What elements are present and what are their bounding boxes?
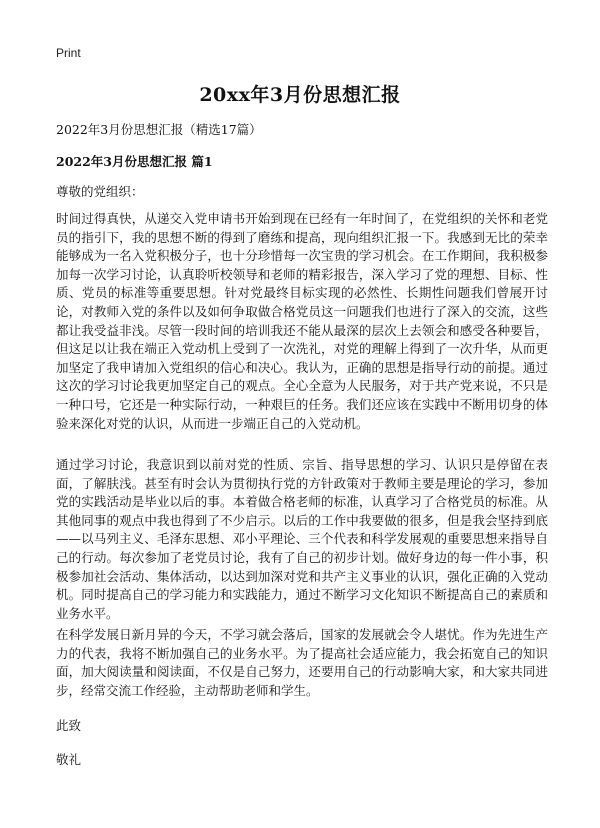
- body-paragraph-1: 时间过得真快，从递交入党申请书开始到现在已经有一年时间了，在党组织的关怀和老党员的指引下，我的思想不断的得到了磨练和提高，现向组织汇报一下。我感到无比的荣幸能够成为一名入党积极分子，也十分珍惜每一次宝贵的学习机会。在工作期间，我积极参加每一次学习讨论，认真聆听校领导和老师的精彩报告，深入学习了党的理想、目标、性质、党员的标准等重要思想。针对党最终目标实现的必然性、长期性问题我们曾展开讨论，对教师入党的条件以及如何争取做合格党员这一问题我们也进行了深入的交流，这些都让我受益非浅。尽管一段时间的培训我还不能从最深的层次上去领会和感受各种要旨，但这足以让我在端正入党动机上受到了一次洗礼，对党的理解上得到了一次升华，从而更加坚定了我申请加入党组织的信心和决心。我认为，正确的思想是指导行动的前提。通过这次的学习讨论我更加坚定自己的观点。全心全意为人民服务，对于共产党来说，不只是一种口号，它还是一种实际行动，一种艰巨的任务。我们还应该在实践中不断用切身的体验来深化对党的认识，从而进一步端正自己的入党动机。: [56, 211, 548, 431]
- body-paragraph-2: 通过学习讨论，我意识到以前对党的性质、宗旨、指导思想的学习、认识只是停留在表面，了解肤浅。甚至有时会认为贯彻执行党的方针政策对于教师主要是理论的学习，参加党的实践活动是毕业以后的事。本着做合格老师的标准，认真学习了合格党员的标准。从其他同事的观点中我也得到了不少启示。以后的工作中我要做的很多，但是我会坚持到底——以马列主义、毛泽东思想、邓小平理论、三个代表和科学发展观的重要思想来指导自己的行动。每次参加了老党员讨论，我有了自己的初步计划。做好身边的每一件小事，积极参加社会活动、集体活动，以达到加深对党和共产主义事业的认识，强化正确的入党动机。同时提高自己的学习能力和实践能力，通过不断学习文化知识不断提高自己的素质和业务水平。: [56, 457, 548, 621]
- print-link[interactable]: Print: [56, 46, 81, 60]
- closing-line-2: 敬礼: [56, 752, 82, 767]
- document-title: 20xx年3月份思想汇报: [199, 84, 401, 106]
- document-subtitle: 2022年3月份思想汇报（精选17篇）: [56, 122, 262, 137]
- article-heading: 2022年3月份思想汇报 篇1: [56, 154, 213, 169]
- body-paragraph-3: 在科学发展日新月异的今天，不学习就会落后，国家的发展就会令人堪忧。作为先进生产力的代表，我将不断加强自己的业务水平。为了提高社会适应能力，我会拓宽自己的知识面，加大阅读量和阅读面，不仅是自己努力，还要用自己的行动影响大家，和大家共同进步，经常交流工作经验，主动帮助老师和学生。: [56, 627, 548, 698]
- closing-line-1: 此致: [56, 718, 82, 733]
- salutation: 尊敬的党组织：: [56, 184, 144, 199]
